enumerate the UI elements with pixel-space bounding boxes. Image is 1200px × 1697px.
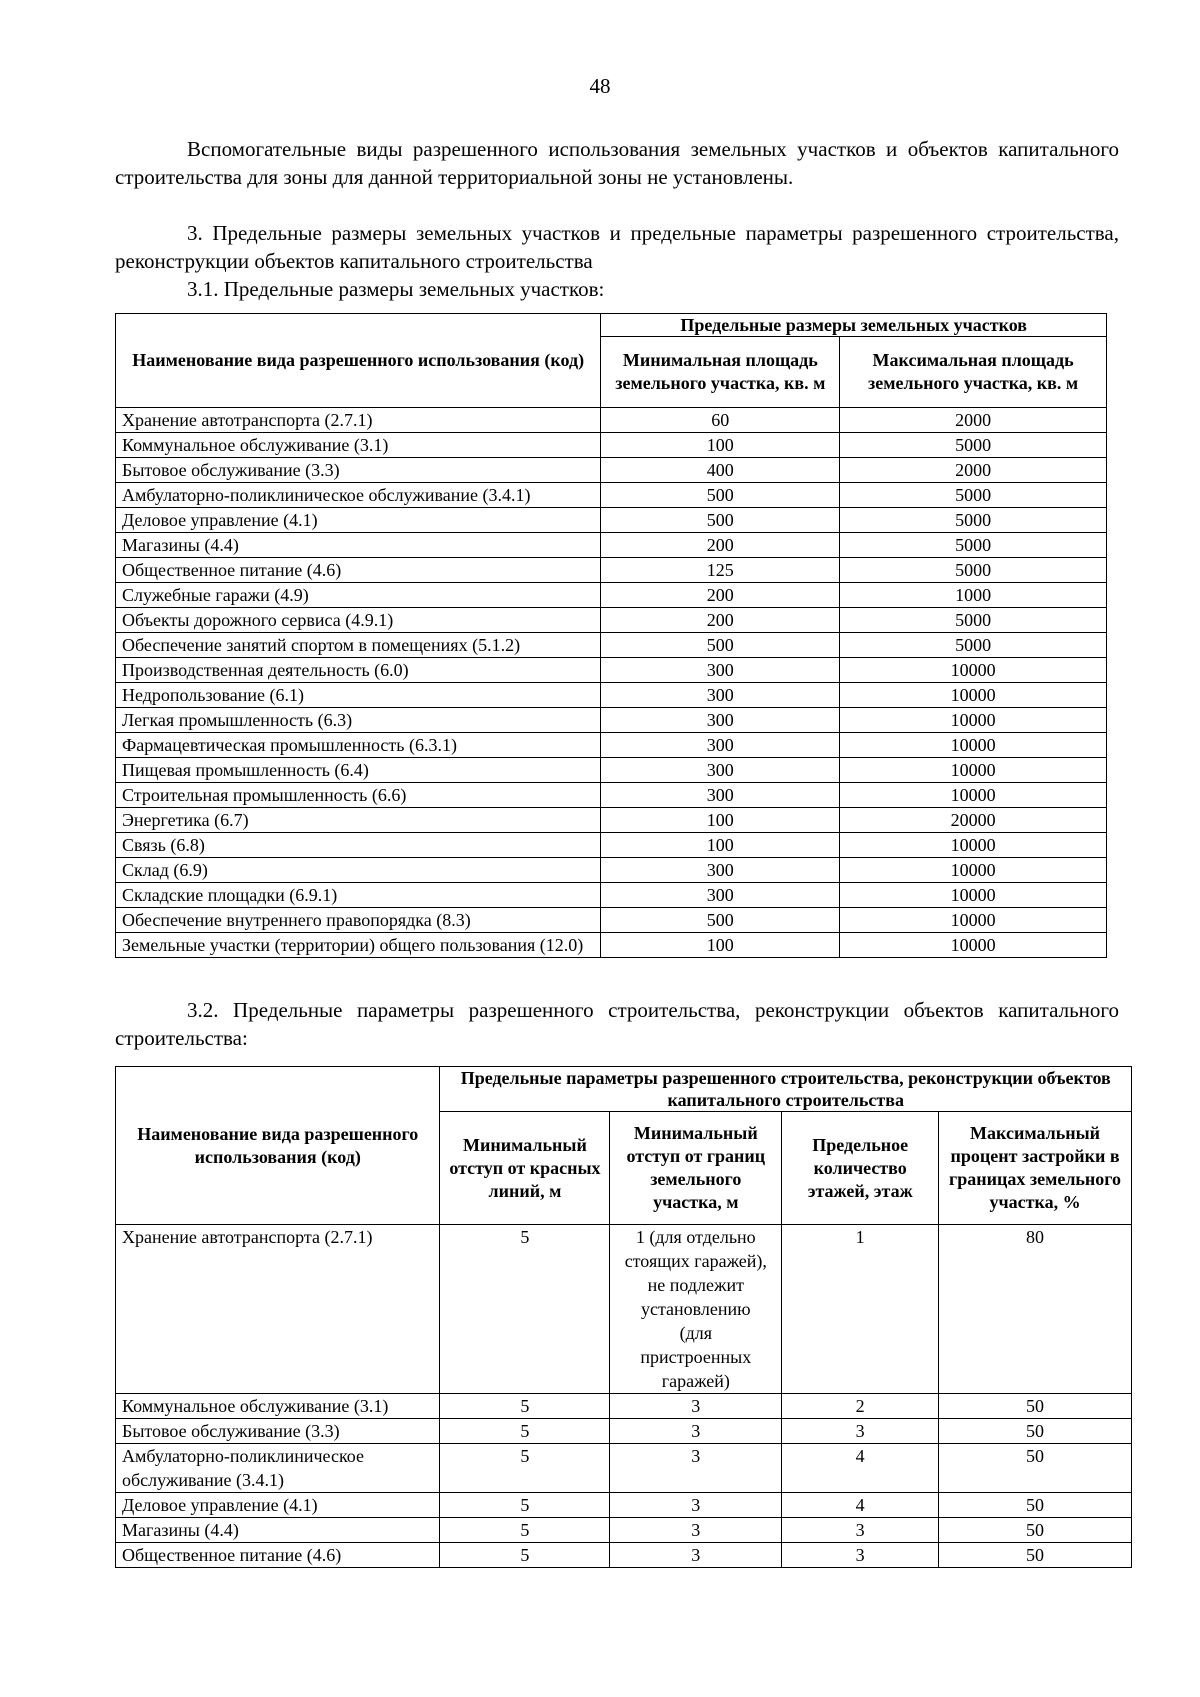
t1-cell-max: 5000 xyxy=(840,633,1107,658)
table-row xyxy=(116,408,1107,433)
t2-cell-red: 5 xyxy=(440,1419,610,1444)
t1-cell-max: 5000 xyxy=(840,508,1107,533)
t1-cell-name: Строительная промышленность (6.6) xyxy=(116,783,601,808)
table-row xyxy=(116,1419,1132,1444)
t1-cell-max: 5000 xyxy=(840,533,1107,558)
t2-cell-name: Амбулаторно-поликлиническое обслуживание (3.4.1) xyxy=(116,1444,440,1493)
table-row xyxy=(116,483,1107,508)
table-row xyxy=(116,833,1107,858)
t1-cell-min: 200 xyxy=(601,533,840,558)
t1-cell-min: 100 xyxy=(601,808,840,833)
t2-cell-border: 3 xyxy=(610,1394,782,1419)
table-row xyxy=(116,433,1107,458)
t1-cell-name: Недропользование (6.1) xyxy=(116,683,601,708)
page-number: 48 xyxy=(589,74,611,98)
table-row xyxy=(116,733,1107,758)
t1-cell-name: Связь (6.8) xyxy=(116,833,601,858)
table-row xyxy=(116,583,1107,608)
t2-cell-name: Деловое управление (4.1) xyxy=(116,1493,440,1518)
t1-cell-min: 300 xyxy=(601,883,840,908)
t1-cell-min: 200 xyxy=(601,583,840,608)
t2-body xyxy=(116,1225,1132,1568)
t1-cell-min: 400 xyxy=(601,458,840,483)
t1-cell-name: Легкая промышленность (6.3) xyxy=(116,708,601,733)
t2-header-percent: Максимальный процент застройки в границах земельного участка, % xyxy=(939,1112,1132,1225)
t1-cell-name: Энергетика (6.7) xyxy=(116,808,601,833)
t2-cell-floors: 3 xyxy=(782,1419,939,1444)
t1-cell-name: Хранение автотранспорта (2.7.1) xyxy=(116,408,601,433)
table-row xyxy=(116,933,1107,958)
t1-cell-name: Складские площадки (6.9.1) xyxy=(116,883,601,908)
paragraph-auxiliary-uses: Вспомогательные виды разрешенного использования земельных участков и объектов капитального строительства для зоны для данной территориальной зоны не установлены. xyxy=(115,137,1119,189)
t1-cell-name: Общественное питание (4.6) xyxy=(116,558,601,583)
t1-cell-name: Деловое управление (4.1) xyxy=(116,508,601,533)
t1-cell-name: Обеспечение занятий спортом в помещениях (5.1.2) xyxy=(116,633,601,658)
table-row xyxy=(116,783,1107,808)
t2-cell-name: Хранение автотранспорта (2.7.1) xyxy=(116,1225,440,1394)
t2-cell-floors: 3 xyxy=(782,1518,939,1543)
t1-cell-name: Магазины (4.4) xyxy=(116,533,601,558)
t1-cell-min: 100 xyxy=(601,833,840,858)
t1-header-max: Максимальная площадь земельного участка, кв. м xyxy=(840,337,1107,408)
t1-cell-min: 200 xyxy=(601,608,840,633)
t1-header-name: Наименование вида разрешенного использования (код) xyxy=(116,314,601,408)
t1-body xyxy=(116,408,1107,958)
t2-cell-red: 5 xyxy=(440,1225,610,1394)
t1-header-group: Предельные размеры земельных участков xyxy=(601,314,1107,337)
t1-cell-max: 10000 xyxy=(840,783,1107,808)
t1-cell-min: 300 xyxy=(601,708,840,733)
t2-cell-red: 5 xyxy=(440,1518,610,1543)
t1-cell-max: 10000 xyxy=(840,708,1107,733)
table-row xyxy=(116,883,1107,908)
t1-cell-min: 300 xyxy=(601,658,840,683)
t2-cell-floors: 4 xyxy=(782,1444,939,1493)
t2-cell-red: 5 xyxy=(440,1493,610,1518)
t1-cell-min: 60 xyxy=(601,408,840,433)
t1-cell-name: Бытовое обслуживание (3.3) xyxy=(116,458,601,483)
table-row xyxy=(116,1543,1132,1568)
t2-cell-percent: 80 xyxy=(939,1225,1132,1394)
t1-cell-max: 10000 xyxy=(840,758,1107,783)
t2-cell-red: 5 xyxy=(440,1444,610,1493)
t2-cell-name: Бытовое обслуживание (3.3) xyxy=(116,1419,440,1444)
table-row xyxy=(116,1493,1132,1518)
paragraph-section-3-2: 3.2. Предельные параметры разрешенного строительства, реконструкции объектов капитального строительства: xyxy=(115,998,1119,1050)
table-row xyxy=(116,633,1107,658)
t2-header-name: Наименование вида разрешенного использования (код) xyxy=(116,1067,440,1225)
t2-cell-border: 3 xyxy=(610,1543,782,1568)
t1-cell-min: 500 xyxy=(601,633,840,658)
t2-cell-percent: 50 xyxy=(939,1394,1132,1419)
t2-cell-red: 5 xyxy=(440,1394,610,1419)
table-row xyxy=(116,508,1107,533)
t1-cell-max: 10000 xyxy=(840,833,1107,858)
t2-cell-floors: 4 xyxy=(782,1493,939,1518)
t1-cell-min: 300 xyxy=(601,783,840,808)
t2-cell-percent: 50 xyxy=(939,1419,1132,1444)
t1-cell-name: Амбулаторно-поликлиническое обслуживание (3.4.1) xyxy=(116,483,601,508)
t2-cell-red: 5 xyxy=(440,1543,610,1568)
t2-cell-border: 3 xyxy=(610,1518,782,1543)
t1-cell-max: 1000 xyxy=(840,583,1107,608)
t2-cell-border: 1 (для отдельно стоящих гаражей), не подлежит установлению (для пристроенных гаражей) xyxy=(610,1225,782,1394)
table-row xyxy=(116,558,1107,583)
t1-cell-max: 5000 xyxy=(840,433,1107,458)
t1-cell-min: 300 xyxy=(601,683,840,708)
t1-cell-max: 10000 xyxy=(840,733,1107,758)
t2-cell-border: 3 xyxy=(610,1493,782,1518)
table-row xyxy=(116,1518,1132,1543)
table-row xyxy=(116,708,1107,733)
t1-cell-min: 500 xyxy=(601,508,840,533)
t2-cell-name: Магазины (4.4) xyxy=(116,1518,440,1543)
t1-cell-max: 10000 xyxy=(840,908,1107,933)
t2-cell-floors: 2 xyxy=(782,1394,939,1419)
t1-cell-max: 20000 xyxy=(840,808,1107,833)
t1-cell-max: 10000 xyxy=(840,933,1107,958)
t2-cell-border: 3 xyxy=(610,1419,782,1444)
paragraph-section-3: 3. Предельные размеры земельных участков и предельные параметры разрешенного строительства, реконструкции объектов капитального строительства xyxy=(115,221,1119,273)
t2-header-floors: Предельное количество этажей, этаж xyxy=(782,1112,939,1225)
t1-cell-max: 10000 xyxy=(840,658,1107,683)
t2-cell-percent: 50 xyxy=(939,1493,1132,1518)
t1-cell-name: Фармацевтическая промышленность (6.3.1) xyxy=(116,733,601,758)
table-row xyxy=(116,608,1107,633)
t1-cell-min: 100 xyxy=(601,433,840,458)
t1-cell-max: 2000 xyxy=(840,458,1107,483)
t1-cell-max: 10000 xyxy=(840,683,1107,708)
t1-cell-min: 500 xyxy=(601,483,840,508)
t1-cell-name: Земельные участки (территории) общего пользования (12.0) xyxy=(116,933,601,958)
table-row xyxy=(116,908,1107,933)
table-row xyxy=(116,533,1107,558)
t1-cell-max: 2000 xyxy=(840,408,1107,433)
t1-cell-name: Коммунальное обслуживание (3.1) xyxy=(116,433,601,458)
t2-cell-border: 3 xyxy=(610,1444,782,1493)
t1-cell-min: 100 xyxy=(601,933,840,958)
t1-cell-min: 300 xyxy=(601,758,840,783)
t2-cell-percent: 50 xyxy=(939,1518,1132,1543)
t1-cell-name: Обеспечение внутреннего правопорядка (8.3) xyxy=(116,908,601,933)
t1-cell-max: 5000 xyxy=(840,558,1107,583)
t1-cell-name: Объекты дорожного сервиса (4.9.1) xyxy=(116,608,601,633)
table-row xyxy=(116,808,1107,833)
t1-cell-min: 300 xyxy=(601,858,840,883)
table-row xyxy=(116,1394,1132,1419)
t1-cell-max: 10000 xyxy=(840,858,1107,883)
t2-cell-floors: 3 xyxy=(782,1543,939,1568)
t2-cell-name: Коммунальное обслуживание (3.1) xyxy=(116,1394,440,1419)
t1-cell-min: 125 xyxy=(601,558,840,583)
t2-cell-floors: 1 xyxy=(782,1225,939,1394)
t2-cell-percent: 50 xyxy=(939,1543,1132,1568)
table-row xyxy=(116,658,1107,683)
table-row xyxy=(116,758,1107,783)
construction-parameters-table xyxy=(115,1066,1132,1568)
t2-cell-percent: 50 xyxy=(939,1444,1132,1493)
paragraph-section-3-1: 3.1. Предельные размеры земельных участков: xyxy=(187,277,605,301)
t1-cell-min: 500 xyxy=(601,908,840,933)
t1-cell-name: Служебные гаражи (4.9) xyxy=(116,583,601,608)
t1-cell-max: 5000 xyxy=(840,608,1107,633)
t2-cell-name: Общественное питание (4.6) xyxy=(116,1543,440,1568)
t1-header-min: Минимальная площадь земельного участка, кв. м xyxy=(601,337,840,408)
land-plot-size-table xyxy=(115,313,1107,958)
t1-cell-name: Склад (6.9) xyxy=(116,858,601,883)
t2-header-border: Минимальный отступ от границ земельного участка, м xyxy=(610,1112,782,1225)
t1-cell-name: Производственная деятельность (6.0) xyxy=(116,658,601,683)
table-row xyxy=(116,683,1107,708)
t1-cell-max: 10000 xyxy=(840,883,1107,908)
t1-cell-name: Пищевая промышленность (6.4) xyxy=(116,758,601,783)
table-row xyxy=(116,1444,1132,1493)
t2-header-red-lines: Минимальный отступ от красных линий, м xyxy=(440,1112,610,1225)
table-row xyxy=(116,858,1107,883)
t1-cell-max: 5000 xyxy=(840,483,1107,508)
table-row xyxy=(116,1225,1132,1394)
t2-header-group: Предельные параметры разрешенного строительства, реконструкции объектов капитального строительства xyxy=(440,1067,1132,1112)
t1-cell-min: 300 xyxy=(601,733,840,758)
table-row xyxy=(116,458,1107,483)
